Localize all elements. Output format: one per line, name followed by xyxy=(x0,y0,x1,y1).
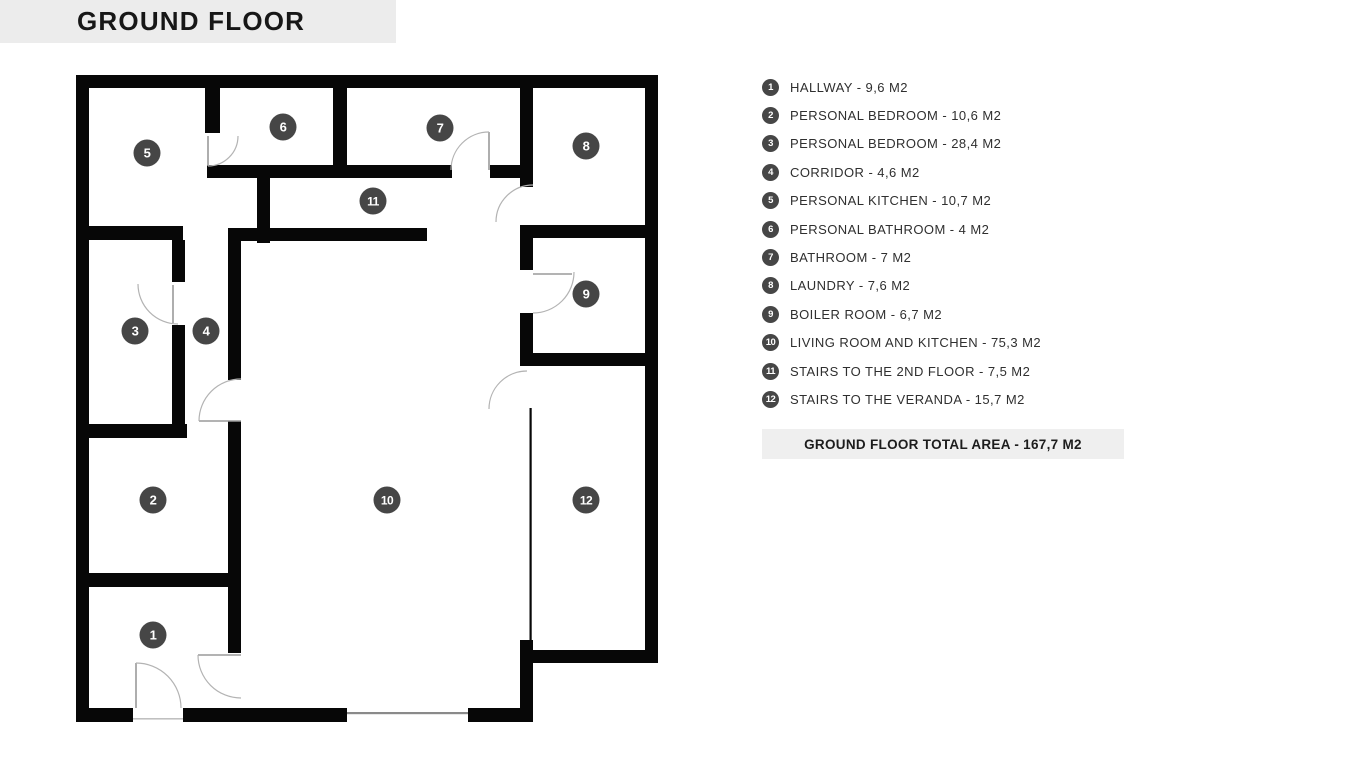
room-badge-4: 4 xyxy=(193,318,220,345)
legend-item-12 xyxy=(762,385,1041,413)
legend-item-label: BOILER ROOM - 6,7 M2 xyxy=(790,306,943,322)
door-arcs xyxy=(136,132,574,708)
legend-item-9 xyxy=(762,300,1041,328)
legend xyxy=(762,73,1041,414)
legend-item-label: PERSONAL BEDROOM - 10,6 M2 xyxy=(790,108,1002,124)
legend-item-2 xyxy=(762,101,1041,129)
legend-item-10 xyxy=(762,329,1041,357)
room-badge-1: 1 xyxy=(140,622,167,649)
legend-item-label: PERSONAL BEDROOM - 28,4 M2 xyxy=(790,136,1002,152)
legend-badge-1: 1 xyxy=(762,79,779,96)
legend-item-label: STAIRS TO THE VERANDA - 15,7 M2 xyxy=(790,391,1025,407)
room-badge-9: 9 xyxy=(573,281,600,308)
legend-item-5 xyxy=(762,187,1041,215)
legend-item-label: BATHROOM - 7 M2 xyxy=(790,250,912,266)
total-area-label: GROUND FLOOR TOTAL AREA - 167,7 M2 xyxy=(804,436,1082,452)
legend-badge-11: 11 xyxy=(762,363,779,380)
room-badge-12: 12 xyxy=(573,487,600,514)
legend-item-label: CORRIDOR - 4,6 M2 xyxy=(790,164,920,180)
door-leaves xyxy=(136,132,572,708)
legend-item-label: STAIRS TO THE 2ND FLOOR - 7,5 M2 xyxy=(790,363,1031,379)
total-area-bar xyxy=(762,429,1124,459)
legend-item-label: HALLWAY - 9,6 M2 xyxy=(790,79,908,95)
room-badge-10: 10 xyxy=(374,487,401,514)
legend-badge-9: 9 xyxy=(762,306,779,323)
room-badge-3: 3 xyxy=(122,318,149,345)
legend-item-1 xyxy=(762,73,1041,101)
legend-item-4 xyxy=(762,158,1041,186)
legend-item-label: LAUNDRY - 7,6 M2 xyxy=(790,278,911,294)
room-badge-11: 11 xyxy=(360,188,387,215)
legend-badge-3: 3 xyxy=(762,135,779,152)
legend-item-6 xyxy=(762,215,1041,243)
legend-item-3 xyxy=(762,130,1041,158)
room-badge-6: 6 xyxy=(270,114,297,141)
room-badge-8: 8 xyxy=(573,133,600,160)
page-title: GROUND FLOOR xyxy=(77,6,306,36)
legend-item-label: LIVING ROOM AND KITCHEN - 75,3 M2 xyxy=(790,335,1042,351)
legend-item-7 xyxy=(762,243,1041,271)
legend-badge-2: 2 xyxy=(762,107,779,124)
legend-badge-5: 5 xyxy=(762,192,779,209)
legend-badge-4: 4 xyxy=(762,164,779,181)
legend-item-8 xyxy=(762,272,1041,300)
walls xyxy=(76,75,658,722)
room-badge-2: 2 xyxy=(140,487,167,514)
legend-badge-6: 6 xyxy=(762,221,779,238)
legend-badge-12: 12 xyxy=(762,391,779,408)
legend-badge-7: 7 xyxy=(762,249,779,266)
legend-badge-8: 8 xyxy=(762,277,779,294)
legend-item-label: PERSONAL KITCHEN - 10,7 M2 xyxy=(790,193,992,209)
legend-badge-10: 10 xyxy=(762,334,779,351)
room-badge-7: 7 xyxy=(427,115,454,142)
room-badge-5: 5 xyxy=(134,140,161,167)
legend-item-11 xyxy=(762,357,1041,385)
legend-item-label: PERSONAL BATHROOM - 4 M2 xyxy=(790,221,990,237)
